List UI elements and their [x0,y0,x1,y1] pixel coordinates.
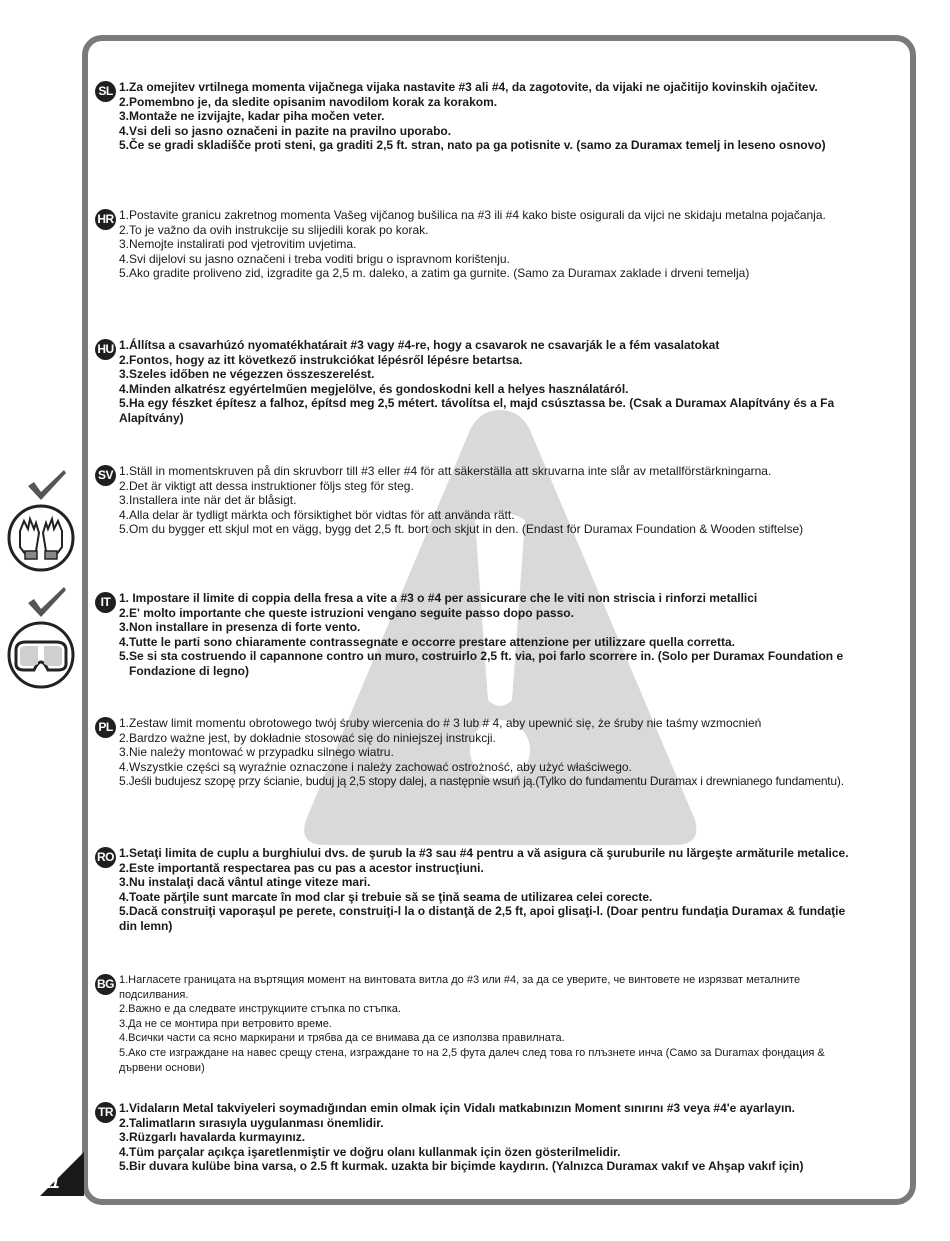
instruction-line: 2.Talimatların sırasıyla uygulanması önemlidir. [119,1115,384,1130]
instruction-line: 3.Rüzgarlı havalarda kurmayınız. [119,1130,306,1145]
section-sl [95,80,895,153]
instruction-list [119,464,895,537]
instruction-line: 1.Zestaw limit momentu obrotowego twój śruby wiercenia do # 3 lub # 4, aby upewnić się, że śruby nie taśmy wzmocnień [119,716,762,730]
section-pl [95,716,895,789]
instruction-line: 1.Állítsa a csavarhúzó nyomatékhatárait #3 vagy #4-re, hogy a csavarok ne csavarják le a fém vasalatokat [119,338,720,352]
language-badge: HU [95,339,116,360]
instruction-line: 4.Tüm parçalar açıkça işaretlenmiştir ve doğru olanı kullanmak için özen gösterilmelidir. [119,1144,621,1159]
instruction-line: 1.Ställ in momentskruven på din skruvborr till #3 eller #4 för att säkerställa att skruvarna inte slår av metallförstärkningarna. [119,464,772,478]
instruction-line: подсилвания. [119,988,189,1001]
instruction-line: 4.Toate părţile sunt marcate în mod clar şi trebuie să se ţină seama de utilizarea celei corecte. [119,889,653,904]
instruction-line: 3.Montaže ne izvijajte, kadar piha močen veter. [119,109,385,124]
instruction-line: 5.Se si sta costruendo il capannone contro un muro, costruirlo 2,5 ft. via, poi farlo scorrere in. (Solo per Duramax Foundation e [119,649,844,664]
instruction-list [119,846,895,934]
instruction-line: 1.Vidaların Metal takviyeleri soymadığından emin olmak için Vidalı matkabınızın Moment sınırını #3 veya #4'e ayarlayın. [119,1101,796,1115]
instruction-line: 2.Важно е да следвате инструкциите стъпка по стъпка. [119,1003,401,1016]
instruction-line: 4.Minden alkatrész egyértelműen megjelölve, és gondoskodni kell a helyes használatáról. [119,381,629,396]
instruction-line: 2.Fontos, hogy az itt következő instrukciókat lépésről lépésre betartsa. [119,352,523,367]
instruction-line: 5.Ако сте изграждане на навес срещу стена, изграждане то на 2,5 фута далеч след това го плъзнете инча (Само за Duramax фондация & [119,1046,825,1059]
language-badge: TR [95,1102,116,1123]
section-sv [95,464,895,537]
instruction-line: 2.Det är viktigt att dessa instruktioner följs steg för steg. [119,478,414,493]
instruction-line: 5.Om du bygger ett skjul mot en vägg, bygg det 2,5 ft. bort och skjut in den. (Endast för Duramax Foundation & Wooden stiftelse) [119,522,804,537]
instruction-line: Alapítvány) [119,410,184,425]
instruction-line: дървени основи) [119,1061,205,1074]
language-badge: IT [95,592,116,613]
instruction-line: 1.Za omejitev vrtilnega momenta vijačnega vijaka nastavite #3 ali #4, da zagotovite, da vijaki ne ojačitijo kovinskih ojačitev. [119,80,818,94]
language-badge: RO [95,847,116,868]
instruction-line: 3.Nemojte instalirati pod vjetrovitim uvjetima. [119,237,357,252]
instruction-line: 4.Svi dijelovi su jasno označeni i treba voditi brigu o ispravnom korištenju. [119,251,510,266]
instruction-line: 5.Ako gradite proliveno zid, izgradite ga 2,5 m. daleko, a zatim ga gurnite. (Samo za Duramax zaklade i drveni temelja) [119,266,750,281]
instruction-line: 5.Dacă construiţi vaporaşul pe perete, construiţi-l la o distanţă de 2,5 ft, apoi glisaţi-l. (Doar pentru fundaţia Duramax & fundaţie [119,904,846,919]
instruction-line: 4.Всички части са ясно маркирани и трябва да се внимава да се използва правилната. [119,1032,565,1045]
instruction-list [119,591,895,679]
instruction-list [119,1101,895,1174]
section-it [95,591,895,679]
instruction-line: 4.Vsi deli so jasno označeni in pazite na pravilno uporabo. [119,123,452,138]
instruction-line: 5.Ha egy fészket építesz a falhoz, építsd meg 2,5 métert. távolítsa el, majd csúsztassa be. (Csak a Duramax Alapítvány és a Fa [119,396,835,411]
instruction-list [119,973,895,1075]
instruction-line: 4.Tutte le parti sono chiaramente contrassegnate e occorre prestare attenzione per utilizzare quella corretta. [119,634,735,649]
language-badge: SV [95,465,116,486]
instruction-list [119,338,895,426]
instruction-line: 3.Szeles időben ne végezzen összeszerelést. [119,367,375,382]
instruction-line: 2.Bardzo ważne jest, by dokładnie stosować się do niniejszej instrukcji. [119,730,496,745]
instruction-line: 5.Če se gradi skladišče proti steni, ga graditi 2,5 ft. stran, nato pa ga potisnite v. (samo za Duramax temelj in leseno osnovo) [119,138,826,153]
page-number: 11 [42,1173,60,1192]
instruction-line: 2.Este importantă respectarea pas cu pas a acestor instrucţiuni. [119,860,484,875]
instruction-line: 3.Да не се монтира при ветровито време. [119,1017,332,1030]
language-badge: BG [95,974,116,995]
instruction-line: 2.Pomembno je, da sledite opisanim navodilom korak za korakom. [119,94,498,109]
instruction-line: 1.Postavite granicu zakretnog momenta Vašeg vijčanog bušilica na #3 ili #4 kako biste osigurali da vijci ne skidaju metalna pojačanja. [119,208,826,222]
instruction-line: Fondazione di legno) [119,663,249,678]
instruction-list [119,716,895,789]
language-badge: HR [95,209,116,230]
language-badge: SL [95,81,116,102]
instruction-line: 1.Setaţi limita de cuplu a burghiului dvs. de şurub la #3 sau #4 pentru a vă asigura că şuruburile nu lărgeşte armăturile metalice. [119,846,849,860]
section-bg [95,973,895,1075]
instruction-line: 4.Alla delar är tydligt märkta och försiktighet bör vidtas för att använda rätt. [119,507,515,522]
section-hu [95,338,895,426]
instruction-line: 2.E' molto importante che queste istruzioni vengano seguite passo dopo passo. [119,605,574,620]
safety-goggles-icon [6,620,76,690]
gloves-icon [6,503,76,573]
instruction-line: din lemn) [119,918,173,933]
instruction-line: 3.Installera inte när det är blåsigt. [119,493,297,508]
section-hr [95,208,895,281]
instruction-line: 2.To je važno da ovih instrukcije su slijedili korak po korak. [119,222,429,237]
instruction-line: 1. Impostare il limite di coppia della fresa a vite a #3 o #4 per assicurare che le viti non striscia i rinforzi metallici [119,591,758,605]
instruction-line: 5.Bir duvara kulübe bina varsa, o 2.5 ft kurmak. uzakta bir biçimde kaydırın. (Yalnızca Duramax vakıf ve Ahşap vakıf için) [119,1159,804,1174]
section-tr [95,1101,895,1174]
language-badge: PL [95,717,116,738]
instruction-line: 3.Nie należy montować w przypadku silnego wiatru. [119,745,394,760]
checkmark-icon [26,468,68,502]
instruction-list [119,208,895,281]
instruction-line: 4.Wszystkie części są wyraźnie oznaczone i należy zachować ostrożność, aby użyć właściwego. [119,759,632,774]
instruction-line: 5.Jeśli budujesz szopę przy ścianie, buduj ją 2,5 stopy dalej, a następnie wsuń ją.(Tylko do fundamentu Duramax i drewnianego fundamentu). [119,774,844,789]
section-ro [95,846,895,934]
checkmark-icon [26,585,68,619]
instruction-line: 3.Nu instalaţi dacă vântul atinge viteze mari. [119,875,371,890]
instruction-line: 1.Нагласете границата на въртящия момент на винтовата витла до #3 или #4, за да се уверите, че винтовете не изрязват металните [119,974,801,986]
instruction-list [119,80,895,153]
instruction-line: 3.Non installare in presenza di forte vento. [119,620,361,635]
